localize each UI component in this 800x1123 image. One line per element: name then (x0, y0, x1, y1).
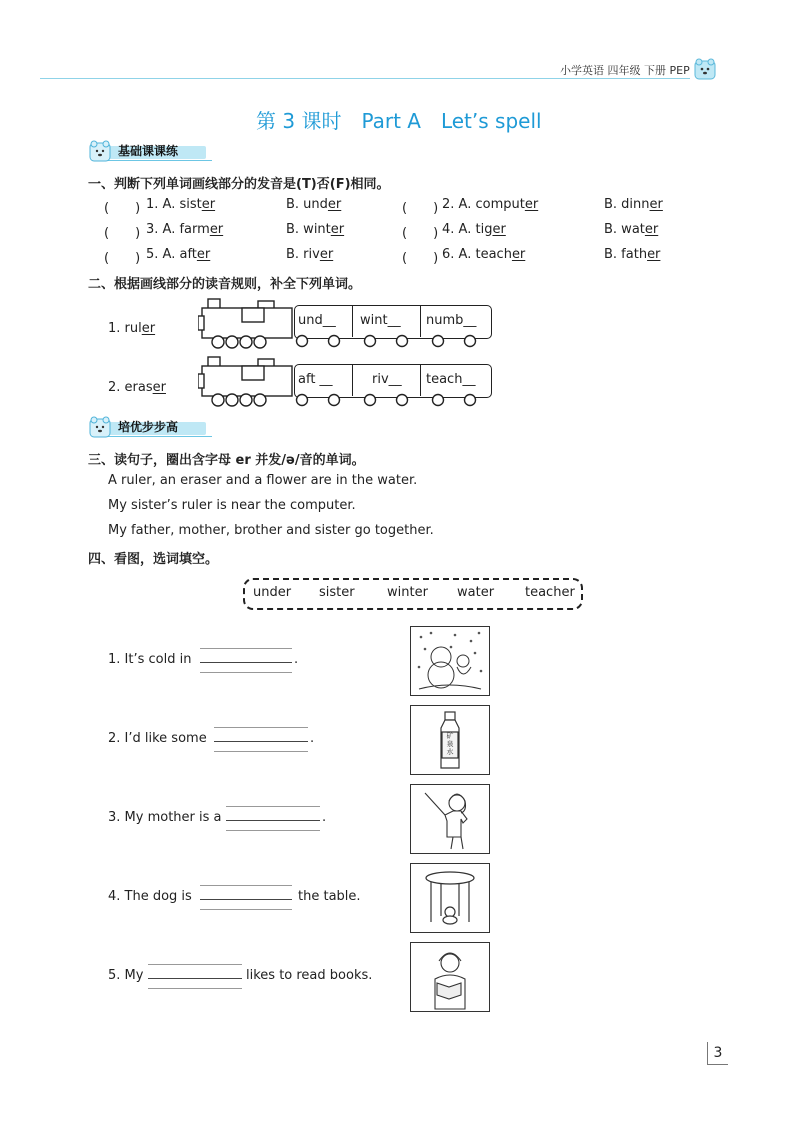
answer-paren[interactable]: ( ) (104, 226, 141, 241)
option-a: 1. A. sister (146, 197, 216, 212)
q4-item-3-text: 3. My mother is a (108, 810, 222, 825)
girl-reading-book-icon (411, 943, 489, 1011)
bear-icon (88, 140, 112, 162)
q1-heading: 一、判断下列单词画线部分的发音是(T)否(F)相同。 (88, 177, 390, 192)
page-title: 第 3 课时 Part A Let’s spell (256, 109, 542, 133)
bear-mascot-icon (694, 58, 716, 80)
word-bank-item: teacher (525, 585, 575, 600)
option-b: B. father (604, 247, 661, 262)
series-label: 小学英语 四年级 下册 PEP (560, 64, 690, 77)
train-2-wheels (294, 393, 494, 407)
picture-frame (410, 705, 490, 775)
answer-paren[interactable]: ( ) (402, 251, 439, 266)
q4-heading: 四、看图，选词填空。 (88, 552, 219, 567)
teacher-with-pointer-icon (411, 785, 489, 853)
picture-frame (410, 863, 490, 933)
option-b: B. under (286, 197, 342, 212)
snowy-winter-scene-icon (411, 627, 489, 695)
train-car-blank[interactable]: und__ (298, 313, 336, 328)
option-b: B. water (604, 222, 659, 237)
answer-blank[interactable] (200, 899, 292, 900)
train-car-blank[interactable]: wint__ (360, 313, 401, 328)
train-car-blank[interactable]: riv__ (372, 372, 402, 387)
option-a: 2. A. computer (442, 197, 539, 212)
q4-item-5-tail: likes to read books. (246, 968, 373, 983)
answer-paren[interactable]: ( ) (104, 201, 141, 216)
word-bank-item: sister (319, 585, 355, 600)
answer-blank[interactable] (214, 741, 308, 742)
option-a: 6. A. teacher (442, 247, 526, 262)
q4-item-1-text: 1. It’s cold in (108, 652, 192, 667)
section-badge-label: 培优步步高 (118, 420, 179, 434)
answer-paren[interactable]: ( ) (402, 201, 439, 216)
q2-heading: 二、根据画线部分的读音规则，补全下列单词。 (88, 277, 362, 292)
q3-sentence: My sister’s ruler is near the computer. (108, 498, 356, 513)
page-number: 3 (707, 1042, 728, 1065)
q4-item-3-tail: . (322, 810, 327, 825)
word-bank-item: water (457, 585, 495, 600)
picture-frame (410, 784, 490, 854)
train-car-blank[interactable]: teach__ (426, 372, 476, 387)
q3-sentence: A ruler, an eraser and a flower are in the water. (108, 473, 418, 488)
q4-item-4-text: 4. The dog is (108, 889, 192, 904)
option-a: 5. A. after (146, 247, 211, 262)
picture-frame (410, 626, 490, 696)
word-bank-item: under (253, 585, 292, 600)
answer-blank[interactable] (200, 662, 292, 663)
option-a: 3. A. farmer (146, 222, 224, 237)
q3-heading: 三、读句子，圈出含字母 er 并发/ə/音的单词。 (88, 453, 365, 468)
q4-item-2-text: 2. I’d like some (108, 731, 207, 746)
bear-icon (88, 416, 112, 438)
word-bank-item: winter (387, 585, 428, 600)
q4-item-4-tail: the table. (298, 889, 361, 904)
option-a: 4. A. tiger (442, 222, 506, 237)
option-b: B. river (286, 247, 334, 262)
train-car-blank[interactable]: numb__ (426, 313, 477, 328)
section-badge-label: 基础课课练 (118, 144, 179, 158)
train-1-label: 1. ruler (108, 321, 156, 336)
section-badge-basic (88, 140, 208, 162)
word-bank (243, 578, 583, 610)
train-car-blank[interactable]: aft __ (298, 372, 333, 387)
answer-blank[interactable] (226, 820, 320, 821)
answer-blank[interactable] (148, 978, 242, 979)
q4-item-2-tail: . (310, 731, 315, 746)
train-1-wheels (294, 334, 494, 348)
answer-paren[interactable]: ( ) (402, 226, 439, 241)
option-b: B. winter (286, 222, 345, 237)
q4-item-5-text: 5. My (108, 968, 144, 983)
picture-frame (410, 942, 490, 1012)
q4-item-1-tail: . (294, 652, 299, 667)
dog-under-table-icon (411, 864, 489, 932)
train-2-label: 2. eraser (108, 380, 166, 395)
option-b: B. dinner (604, 197, 663, 212)
header-rule (40, 78, 690, 79)
train-1-engine-icon (198, 298, 294, 350)
train-2-engine-icon (198, 356, 294, 408)
bottle-label: 矿泉水 (446, 732, 454, 756)
answer-paren[interactable]: ( ) (104, 251, 141, 266)
section-badge-advanced (88, 416, 208, 438)
q3-sentence: My father, mother, brother and sister go together. (108, 523, 434, 538)
